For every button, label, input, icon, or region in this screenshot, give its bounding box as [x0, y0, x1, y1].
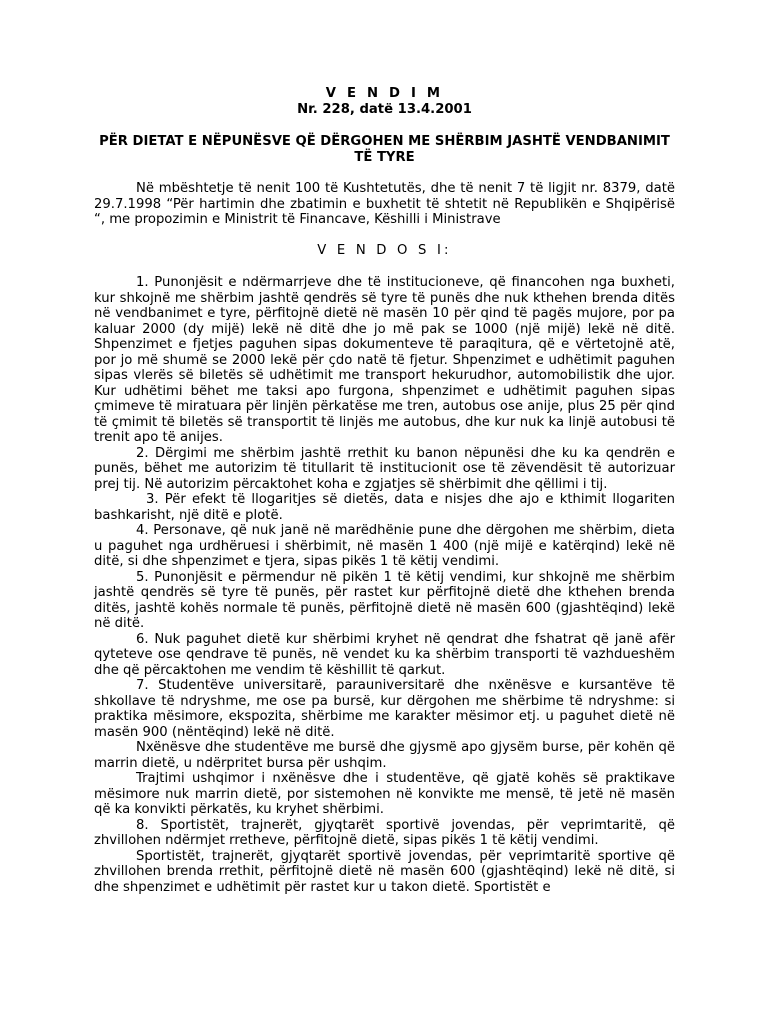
article-8: 8. Sportistët, trajnerët, gjyqtarët sportivë jovendas, për veprimtaritë, që zhvillohen ndërmjet rretheve, përfitojnë dietë, sipas pikës 1 të këtij vendimi. [94, 817, 675, 848]
decision-number-date: Nr. 228, datë 13.4.2001 [297, 101, 472, 117]
document-subject: PËR DIETAT E NËPUNËSVE QË DËRGOHEN ME SHËRBIM JASHTË VENDBANIMIT TË TYRE [99, 134, 670, 165]
article-3: 3. Për efekt të llogaritjes së dietës, data e nisjes dhe ajo e kthimit llogariten bashkarisht, një ditë e plotë. [94, 492, 675, 523]
article-1: 1. Punonjësit e ndërmarrjeve dhe të institucioneve, që financohen nga buxheti, kur shkojnë me shërbim jashtë qendrës së tyre të punës dhe nuk kthehen brenda ditës në vendbanimet e tyre, përfitojnë dietë në masën 10 për qind të pagës mujore, por pa kaluar 2000 (dy mijë) lekë në ditë dhe jo më pak se 1000 (një mijë) lekë në ditë. Shpenzimet e fjetjes paguhen sipas dokumenteve të paraqitura, që e vërtetojnë atë, por jo më shumë se 2000 lekë për çdo natë të fjetur. Shpenzimet e udhëtimit paguhen sipas vlerës së biletës së udhëtimit me transport hekurudhor, automobilistik dhe ujor. Kur udhëtimi bëhet me taksi apo furgona, shpenzimet e udhëtimit paguhen sipas çmimeve të miratuara për linjën përkatëse me tren, autobus ose anije, plus 25 për qind të çmimit të biletës së transportit të linjës me autobus, dhe kur nuk ka linjë autobusi të trenit apo të anijes. [94, 275, 675, 445]
article-2: 2. Dërgimi me shërbim jashtë rrethit ku banon nëpunësi dhe ku ka qendrën e punës, bëhet me autorizim të titullarit të institucionit ose të zëvendësit të autorizuar prej tij. Në autorizim përcaktohet koha e zgjatjes së shërbimit dhe qëllimi i tij. [94, 445, 675, 492]
document-page [94, 86, 675, 895]
article-7-food-note: Trajtimi ushqimor i nxënësve dhe i studentëve, që gjatë kohës së praktikave mësimore nuk marrin dietë, por sistemohen në konvikte me mensë, të jetë në masën që ka konvikti përkatës, ku kryhet shërbimi. [94, 771, 675, 817]
article-4: 4. Personave, që nuk janë në marëdhënie pune dhe dërgohen me shërbim, dieta u paguhet nga urdhëruesi i shërbimit, në masën 1 400 (një mijë e katërqind) lekë në ditë, si dhe shpenzimet e tjera, sipas pikës 1 të këtij vendimi. [94, 523, 675, 569]
article-8-within-district: Sportistët, trajnerët, gjyqtarët sportivë jovendas, për veprimtaritë sportive që zhvillohen brenda rrethit, përfitojnë dietë në masën 600 (gjashtëqind) lekë në ditë, si dhe shpenzimet e udhëtimit për rastet kur u takon dietë. Sportistët e [94, 848, 675, 895]
article-7: 7. Studentëve universitarë, parauniversitarë dhe nxënësve e kursantëve të shkollave të ndryshme, me ose pa bursë, kur dërgohen me shërbime të ndryshme: si praktika mësimore, ekspozita, shërbime me karakter mësimor etj. u paguhet dietë në masën 900 (nëntëqind) lekë në ditë. [94, 678, 675, 740]
article-7-scholarship-note: Nxënësve dhe studentëve me bursë dhe gjysmë apo gjysëm burse, për kohën që marrin dietë, u ndërpritet bursa për ushqim. [94, 740, 675, 771]
article-5: 5. Punonjësit e përmendur në pikën 1 të këtij vendimi, kur shkojnë me shërbim jashtë qendrës së tyre të punës, për rastet kur përfitojnë dietë dhe kthehen brenda ditës, jashtë kohës normale të punës, përfitojnë dietë në masën 600 (gjashtëqind) lekë në ditë. [94, 569, 675, 631]
document-heading: V E N D I M [325, 86, 444, 101]
preamble-paragraph: Në mbështetje të nenit 100 të Kushtetutës, dhe të nenit 7 të ligjit nr. 8379, datë 29.7.1998 “Për hartimin dhe zbatimin e buxhetit të shtetit në Republikën e Shqipërisë “, me propozimin e Ministrit të Financave, Këshilli i Ministrave [94, 181, 675, 227]
decides-heading: V E N D O S I: [317, 242, 452, 258]
article-6: 6. Nuk paguhet dietë kur shërbimi kryhet në qendrat dhe fshatrat që janë afër qyteteve ose qendrave të punës, në vendet ku ka shërbim transporti të vazhdueshëm dhe që përcaktohen me vendim të këshillit të qarkut. [94, 631, 675, 678]
